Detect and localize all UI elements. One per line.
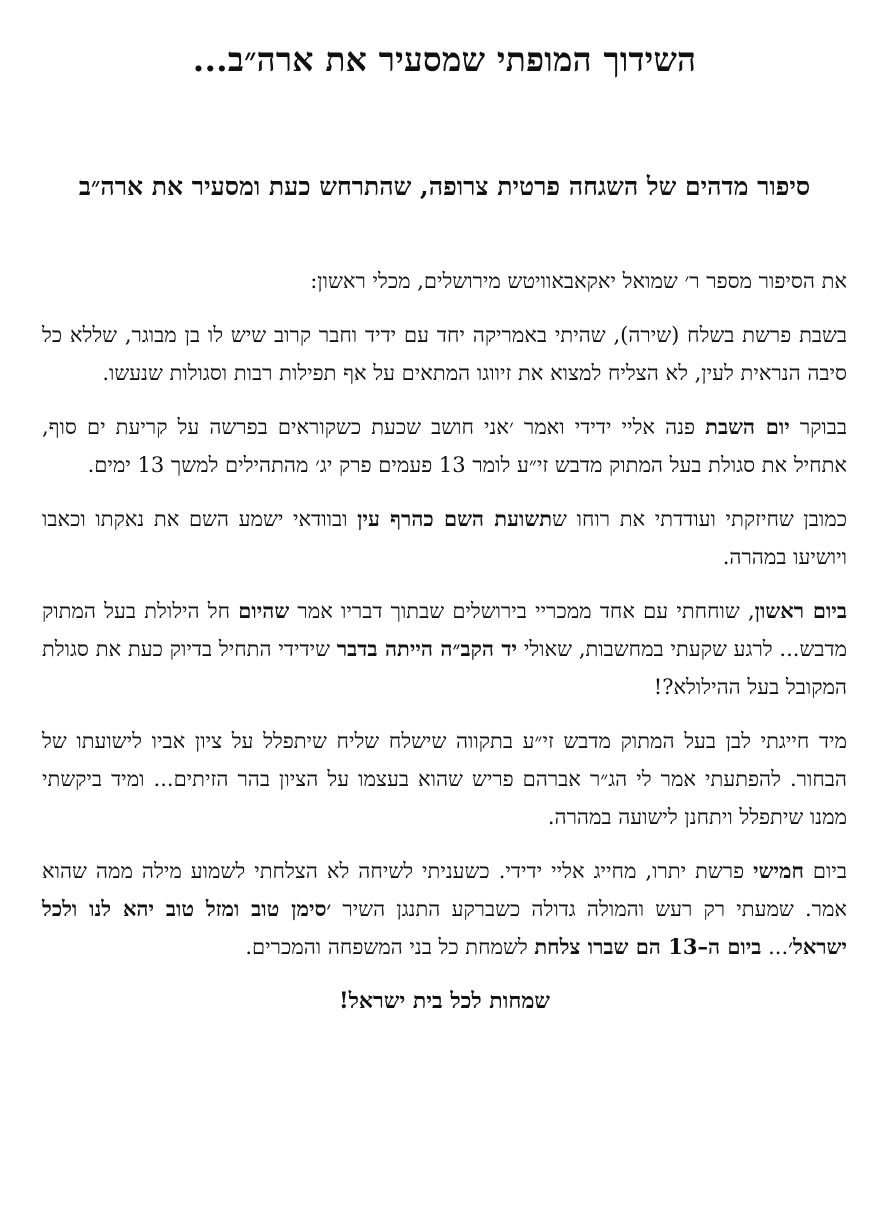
emphasized-text: יום השבת	[705, 414, 790, 439]
page-title: השידוך המופתי שמסעיר את ארה״ב...	[192, 40, 697, 79]
paragraph-intro	[42, 262, 847, 300]
paragraph-text: מיד חייגתי לבן בעל המתוק מדבש זי״ע בתקווה שישלח שליח שיתפלל על ציון אביו לישועתו של הבחור. להפתעתי אמר לי הג״ר אברהם פריש שהוא בעצמו על הציון בהר הזיתים... ומיד ביקשתי ממנו שיתפלל ויתחנן לישועה במהרה.	[42, 729, 847, 829]
emphasized-text: תשועת השם כהרף עין	[357, 506, 553, 531]
paragraph-text: ...	[761, 935, 789, 959]
paragraph-segula	[42, 408, 847, 484]
emphasized-text: ׳סימן טוב ומזל טוב יהא לנו ולכל ישראל׳	[42, 896, 847, 959]
paragraph-background	[42, 316, 847, 392]
page-subtitle: סיפור מדהים של השגחה פרטית צרופה, שהתרחש כעת ומסעיר את ארה״ב	[78, 172, 811, 201]
paragraph-text: , שוחחתי עם אחד ממכריי בירושלים שבתוך דבריו אמר	[289, 599, 755, 623]
paragraph-text: פנה אליי ידידי ואמר ׳אני חושב שכעת כשקוראים בפרשה על קריעת ים סוף, אתחיל את סגולת בעל המתוק מדבש זי״ע לומר 13 פעמים פרק יג׳ מהתהילים למשך 13 ימים.	[42, 415, 847, 477]
paragraph-text: בבוקר	[789, 415, 848, 439]
paragraph-text: את הסיפור מספר ר׳ שמואל יאקאבאוויטש מירושלים, מכלי ראשון:	[310, 269, 847, 293]
paragraph-encouragement	[42, 500, 847, 576]
paragraph-text: בשבת פרשת בשלח (שירה), שהיתי באמריקה יחד עם ידיד וחבר קרוב שיש לו בן מבוגר, שללא כל סיבה הנראית לעין, לא הצליח למצוא את זיווגו המתאים על אף תפילות רבות וסגולות שנעשו.	[42, 323, 847, 385]
paragraph-text: ובוודאי ישמע השם את נאקתו וכאבו ויושיעו במהרה.	[42, 507, 847, 569]
paragraph-text: פרשת יתרו, מחייג אליי ידידי. כשעניתי לשיחה לא הצלחתי לשמוע מילה ממה שהוא אמר. שמעתי רק רעש והמולה גדולה כשברקע התנגן השיר	[42, 859, 848, 921]
paragraph-text: שידידי התחיל בדיוק כעת את סגולת המקובל בעל ההילולא?!	[42, 637, 847, 699]
emphasized-text: שהיום	[238, 598, 290, 623]
paragraph-text: לשמחת כל בני המשפחה והמכרים.	[245, 935, 535, 959]
emphasized-text: ביום ה–13 הם שברו צלחת	[534, 934, 762, 959]
emphasized-text: יד הקב״ה הייתה בדבר	[336, 636, 517, 661]
emphasized-text: ביום ראשון	[754, 598, 848, 623]
paragraph-text: חל הילולת בעל המתוק מדבש... לרגע שקעתי במחשבות, שאולי	[42, 599, 847, 661]
paragraph-text: ביום	[803, 859, 847, 883]
paragraph-hilula	[42, 592, 847, 706]
paragraph-tziyun	[42, 722, 847, 836]
emphasized-text: חמישי	[753, 858, 804, 883]
paragraph-text: כמובן שחיזקתי ועודדתי את רוחו ש	[552, 507, 847, 531]
closing-line: שמחות לכל בית ישראל!	[338, 988, 550, 1014]
paragraph-engagement	[42, 852, 847, 966]
article-body	[42, 262, 847, 966]
